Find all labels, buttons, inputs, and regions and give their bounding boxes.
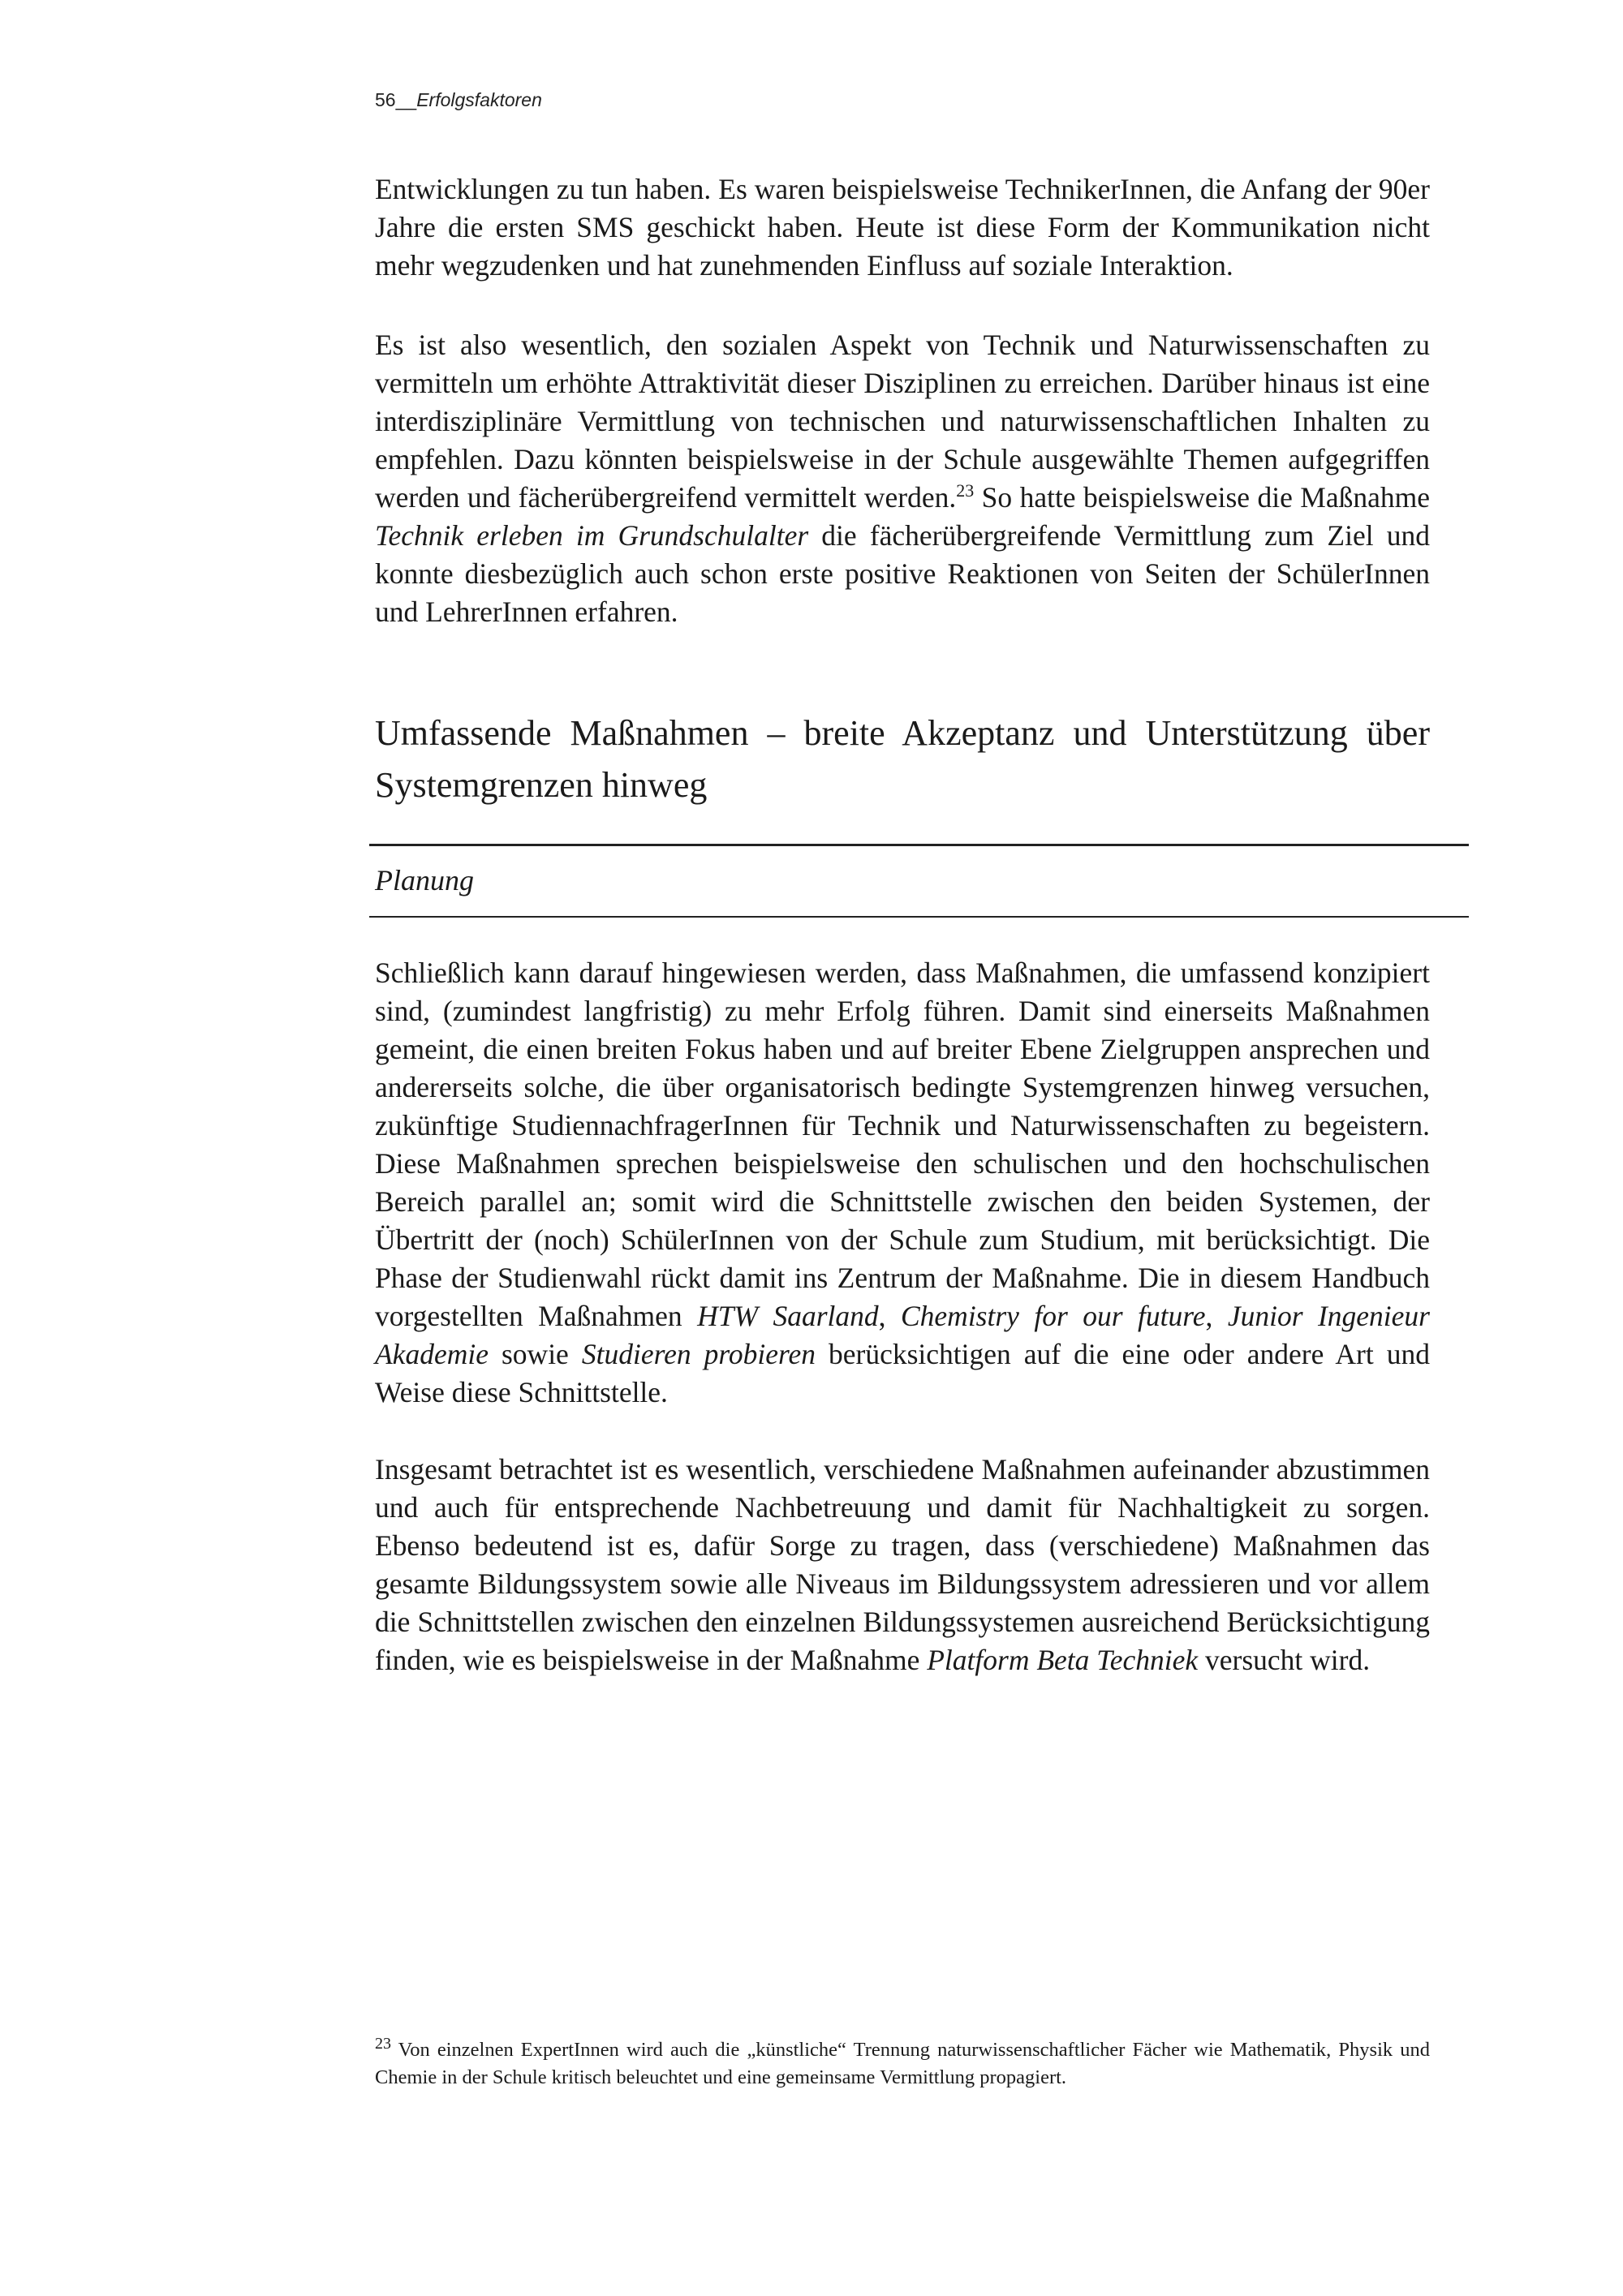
paragraph-4-text-a: Insgesamt betrachtet ist es wesentlich, verschiedene Maßnahmen aufeinander abzustimmen und auch für entsprechende Nachbetreuung und damit für Nachhaltigkeit zu sorgen. Ebenso bedeutend ist es, dafür Sorge zu tragen, dass (verschiedene) Maßnahmen das gesamte Bildungssystem sowie alle Niveaus im Bildungssystem adressieren und vor allem die Schnittstellen zwischen den einzelnen Bildungssystemen ausreichend Berücksichtigung finden, wie es beispielsweise in der Maßnahme bbox=[375, 1453, 1430, 1676]
paragraph-2-text-a: Es ist also wesentlich, den sozialen Aspekt von Technik und Naturwissenschaften zu vermitteln um erhöhte Attraktivität dieser Disziplinen zu erreichen. Darüber hinaus ist eine interdisziplinäre Vermittlung von technischen und naturwissenschaftlichen Inhalten zu empfehlen. Dazu könnten beispielsweise in der Schule ausgewählte Themen aufgegriffen werden und fächerübergreifend vermittelt werden. bbox=[375, 329, 1430, 514]
measure-name-technik-erleben: Technik erleben im Grundschulalter bbox=[375, 519, 809, 552]
page-number: 56 bbox=[375, 89, 396, 110]
footnote-ref[interactable]: 23 bbox=[956, 480, 975, 501]
measure-name-chemistry: Chemistry for our future bbox=[901, 1300, 1206, 1332]
paragraph-1: Entwicklungen zu tun haben. Es waren beispielsweise TechnikerInnen, die Anfang der 90er Jahre die ersten SMS geschickt haben. Heute ist diese Form der Kommunikation nicht mehr wegzudenken und hat zunehmenden Einfluss auf soziale Interaktion. bbox=[375, 173, 1430, 282]
paragraph-3-sep-2: , bbox=[1205, 1300, 1228, 1332]
paragraph-3-text-b: berücksichtigen auf die eine oder andere Art und Weise diese Schnittstelle. bbox=[375, 1338, 1431, 1408]
measure-name-htw-saarland: HTW Saarland bbox=[697, 1300, 879, 1332]
footnote bbox=[375, 2036, 1430, 2092]
measure-name-studieren-probieren: Studieren probieren bbox=[581, 1338, 816, 1370]
measure-name-junior-ingenieur: Junior Ingenieur Akademie bbox=[375, 1300, 1430, 1370]
paragraph-4-text-b: versucht wird. bbox=[1198, 1644, 1371, 1676]
footnote-number: 23 bbox=[375, 2034, 391, 2053]
paragraph-3-text-a: Schließlich kann darauf hingewiesen werden, dass Maßnahmen, die umfassend konzipiert sind, (zumindest langfristig) zu mehr Erfolg führen. Damit sind einerseits Maßnahmen gemeint, die einen breiten Fokus haben und auf breiter Ebene Zielgruppen ansprechen und andererseits solche, die über organisatorisch bedingte Systemgrenzen hinweg versuchen, zukünftige StudiennachfragerInnen für Technik und Naturwissenschaften zu begeistern. Diese Maßnahmen sprechen beispielsweise den schulischen und den hochschulischen Bereich parallel an; somit wird die Schnittstelle zwischen den beiden Systemen, der Übertritt der (noch) SchülerInnen von der Schule zum Studium, mit berücksichtigt. Die Phase der Studienwahl rückt damit ins Zentrum der Maßnahme. Die in diesem Handbuch vorgestellten Maßnahmen bbox=[375, 957, 1430, 1332]
paragraph-2-text-b: So hatte beispielsweise die Maßnahme bbox=[974, 481, 1430, 514]
running-head-section: Erfolgsfaktoren bbox=[416, 89, 542, 110]
running-head bbox=[375, 89, 542, 111]
paragraph-3-sep-3: sowie bbox=[488, 1338, 582, 1370]
box-label-planung: Planung bbox=[375, 864, 474, 896]
footnote-text: Von einzelnen ExpertInnen wird auch die „künstliche“ Trennung naturwissenschaftlicher Fächer wie Mathematik, Physik und Chemie in der Schule kritisch beleuchtet und eine gemeinsame Vermittlung propagiert. bbox=[375, 2039, 1430, 2088]
paragraph-4 bbox=[375, 1451, 1430, 1679]
paragraph-3 bbox=[375, 954, 1430, 1412]
box-rule-bottom bbox=[369, 916, 1469, 918]
box-rule-top bbox=[369, 844, 1469, 846]
section-heading: Umfassende Maßnahmen – breite Akzeptanz und Unterstützung über Systemgrenzen hinweg bbox=[375, 713, 1430, 805]
measure-name-platform-beta-techniek: Platform Beta Techniek bbox=[927, 1644, 1199, 1676]
running-head-separator: __ bbox=[395, 89, 417, 110]
paragraph-2 bbox=[375, 326, 1430, 631]
paragraph-3-sep-1: , bbox=[878, 1300, 901, 1332]
paragraph-2-text-c: die fächerübergreifende Vermittlung zum Ziel und konnte diesbezüglich auch schon erste positive Reaktionen von Seiten der SchülerInnen und LehrerInnen erfahren. bbox=[375, 519, 1430, 628]
